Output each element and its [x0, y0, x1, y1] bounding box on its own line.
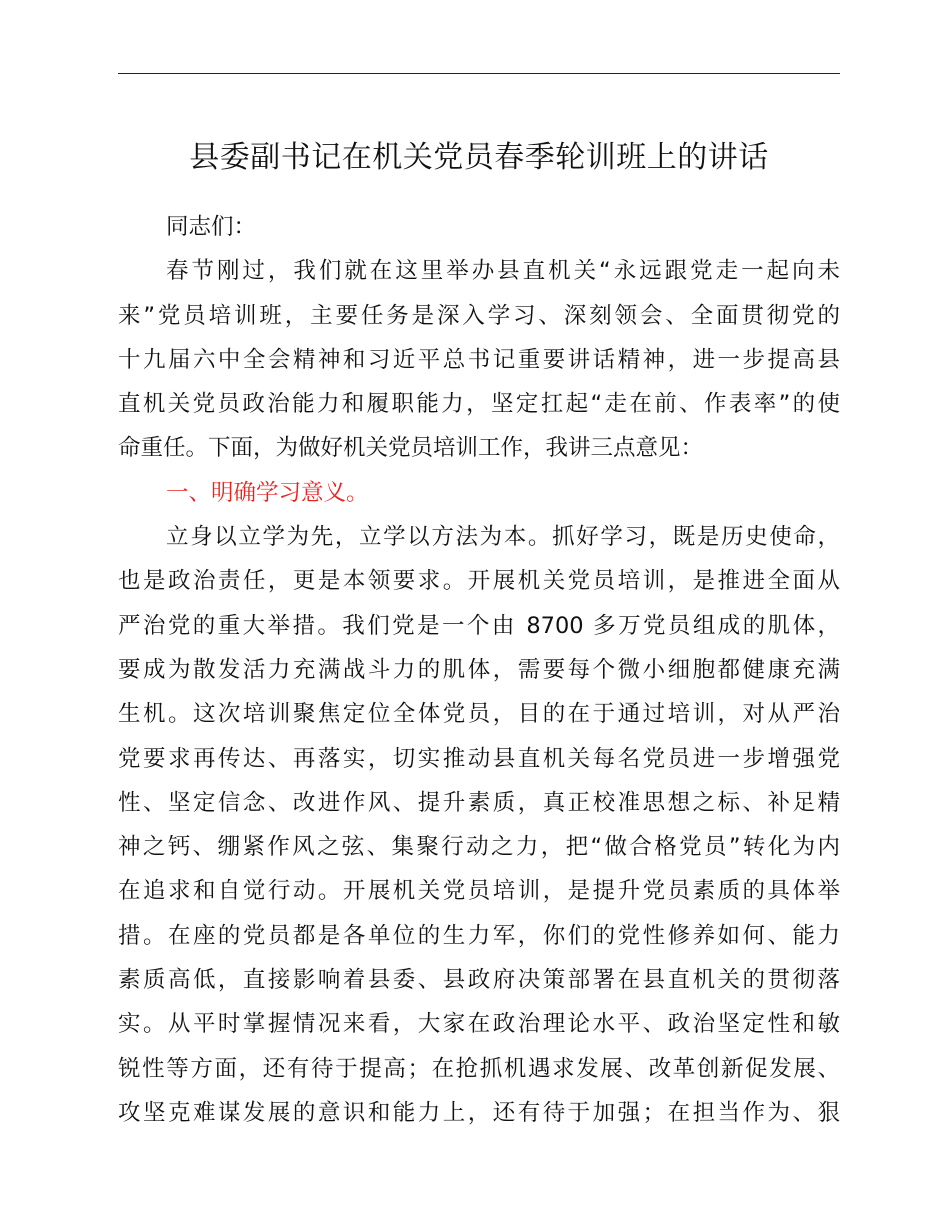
body-line: 春节刚过，我们就在这里举办县直机关“永远跟党走一起向未 [166, 258, 840, 285]
body-line: 直机关党员政治能力和履职能力，坚定扛起“走在前、作表率”的使 [118, 391, 840, 418]
header-rule [118, 73, 840, 74]
body-line: 性、坚定信念、改进作风、提升素质，真正校准思想之标、补足精 [118, 789, 840, 816]
body-line: 措。在座的党员都是各单位的生力军，你们的党性修养如何、能力 [118, 922, 840, 949]
body-line: 要成为散发活力充满战斗力的肌体，需要每个微小细胞都健康充满 [118, 656, 840, 683]
body-line: 党要求再传达、再落实，切实推动县直机关每名党员进一步增强党 [118, 745, 840, 772]
body-line: 素质高低，直接影响着县委、县政府决策部署在县直机关的贯彻落 [118, 967, 840, 994]
body-line: 锐性等方面，还有待于提高；在抢抓机遇求发展、改革创新促发展、 [118, 1055, 840, 1082]
document-body [118, 205, 840, 1135]
section-heading: 一、明确学习意义。 [166, 479, 369, 506]
body-line: 来”党员培训班，主要任务是深入学习、深刻领会、全面贯彻党的 [118, 302, 840, 329]
body-line: 同志们： [166, 214, 257, 240]
body-line: 攻坚克难谋发展的意识和能力上，还有待于加强；在担当作为、狠 [118, 1099, 840, 1126]
body-line: 立身以立学为先，立学以方法为本。抓好学习，既是历史使命， [166, 524, 840, 551]
document-title: 县委副书记在机关党员春季轮训班上的讲话 [189, 140, 769, 175]
body-line: 十九届六中全会精神和习近平总书记重要讲话精神，进一步提高县 [118, 346, 840, 373]
body-line: 生机。这次培训聚焦定位全体党员，目的在于通过培训，对从严治 [118, 701, 840, 728]
body-line: 命重任。下面，为做好机关党员培训工作，我讲三点意见： [118, 435, 704, 462]
body-line: 实。从平时掌握情况来看，大家在政治理论水平、政治坚定性和敏 [118, 1011, 840, 1038]
body-line: 神之钙、绷紧作风之弦、集聚行动之力，把“做合格党员”转化为内 [118, 834, 840, 861]
body-line: 也是政治责任，更是本领要求。开展机关党员培训，是推进全面从 [118, 568, 840, 595]
body-line: 在追求和自觉行动。开展机关党员培训，是提升党员素质的具体举 [118, 878, 840, 905]
body-line: 严治党的重大举措。我们党是一个由 8700 多万党员组成的肌体， [118, 612, 840, 639]
